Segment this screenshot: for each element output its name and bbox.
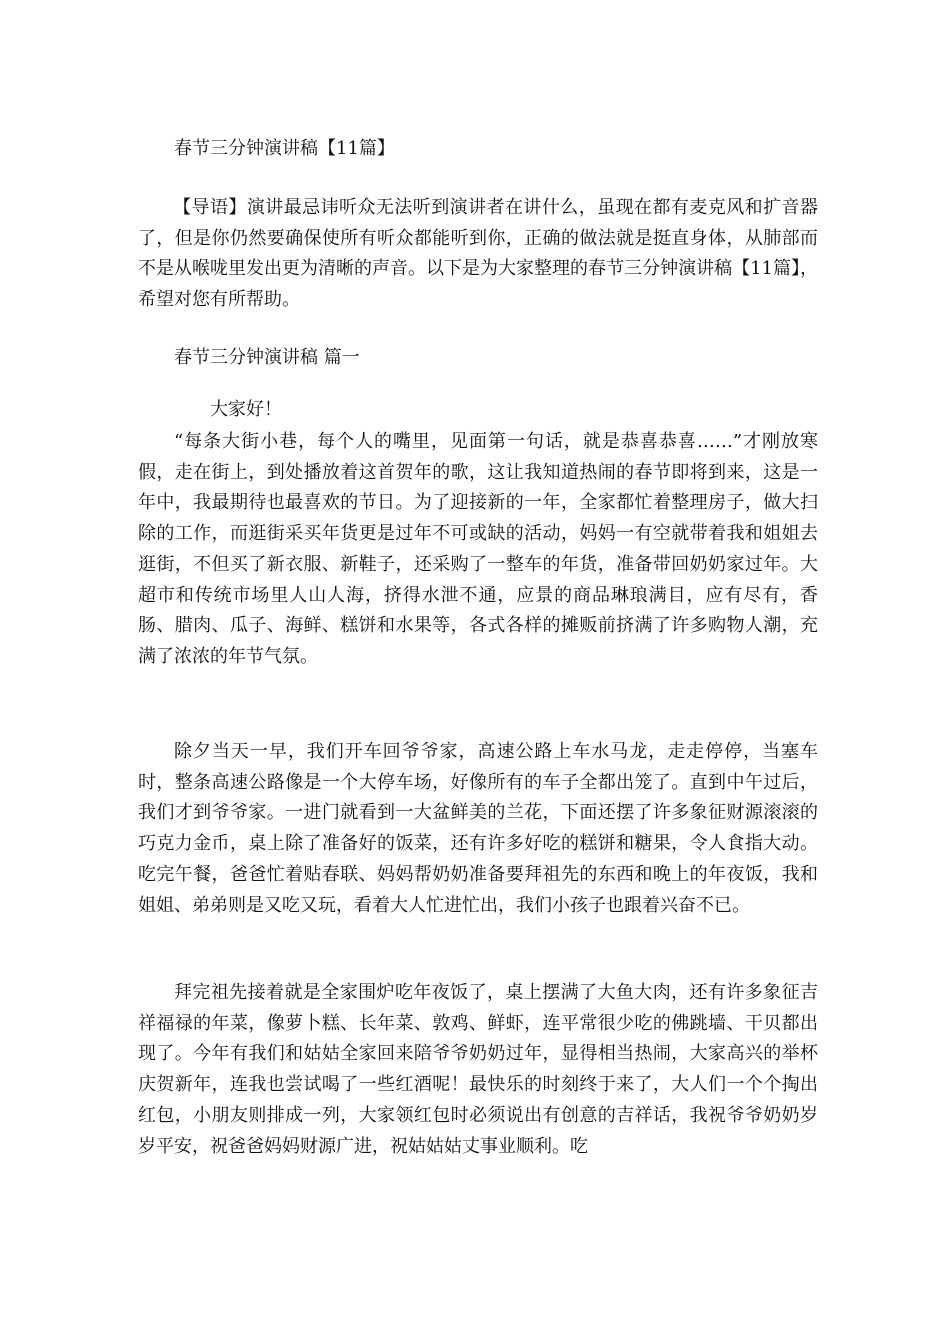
body-paragraph-3: 拜完祖先接着就是全家围炉吃年夜饭了，桌上摆满了大鱼大肉，还有许多象征吉祥福禄的年菜，像萝卜糕、长年菜、敦鸡、鲜虾，连平常很少吃的佛跳墙、干贝都出现了。今年有我们和姑姑全家回来陪爷爷奶奶过年，显得相当热闹，大家高兴的举杯庆贺新年，连我也尝试喝了一些红酒呢！最快乐的时刻终于来了，大人们一个个掏出红包，小朋友则排成一列，大家领红包时必须说出有创意的吉祥话，我祝爷爷奶奶岁岁平安，祝爸爸妈妈财源广进，祝姑姑姑丈事业顺利。吃 [138,982,818,1157]
intro-paragraph: 【导语】演讲最忌讳听众无法听到演讲者在讲什么，虽现在都有麦克风和扩音器了，但是你仍然要确保使所有听众都能听到你，正确的做法就是挺直身体，从肺部而不是从喉咙里发出更为清晰的声音。以下是为大家整理的春节三分钟演讲稿【11篇】，希望对您有所帮助。 [138,197,818,311]
greeting-line: 大家好！ [210,399,282,420]
section-title: 春节三分钟演讲稿 篇一 [174,347,360,368]
body-paragraph-2: 除夕当天一早，我们开车回爷爷家，高速公路上车水马龙，走走停停，当塞车时，整条高速公路像是一个大停车场，好像所有的车子全都出笼了。直到中午过后，我们才到爷爷家。一进门就看到一大盆鲜美的兰花，下面还摆了许多象征财源滚滚的巧克力金币，桌上除了准备好的饭菜，还有许多好吃的糕饼和糖果，令人食指大动。吃完午餐，爸爸忙着贴春联、妈妈帮奶奶准备要拜祖先的东西和晚上的年夜饭，我和姐姐、弟弟则是又吃又玩，看着大人忙进忙出，我们小孩子也跟着兴奋不已。 [138,741,818,916]
document-title: 春节三分钟演讲稿【11篇】 [174,138,395,159]
body-paragraph-1: “每条大街小巷，每个人的嘴里，见面第一句话，就是恭喜恭喜……”才刚放寒假，走在街上，到处播放着这首贺年的歌，这让我知道热闹的春节即将到来，这是一年中，我最期待也最喜欢的节日。为了迎接新的一年，全家都忙着整理房子，做大扫除的工作，而逛街采买年货更是过年不可或缺的活动，妈妈一有空就带着我和姐姐去逛街，不但买了新衣服、新鞋子，还采购了一整车的年货，准备带回奶奶家过年。大超市和传统市场里人山人海，挤得水泄不通，应景的商品琳琅满目，应有尽有，香肠、腊肉、瓜子、海鲜、糕饼和水果等，各式各样的摊贩前挤满了许多购物人潮，充满了浓浓的年节气氛。 [138,431,818,667]
